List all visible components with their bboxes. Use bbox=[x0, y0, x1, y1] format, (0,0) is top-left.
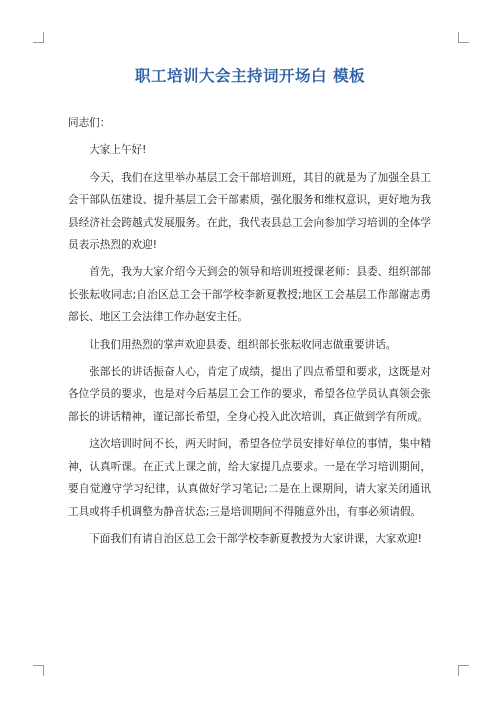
document-title: 职工培训大会主持词开场白 模板 bbox=[135, 67, 365, 85]
crop-mark-bottom-right bbox=[458, 665, 469, 676]
paragraph-greeting: 大家上午好! bbox=[89, 144, 147, 157]
paragraph-welcome: 今天，我们在这里举办基层工会干部培训班，其目的就是为了加强全县工会干部队伍建设、提升基层工会干部素质，强化服务和维权意识，更好地为我县经济社会跨越式发展服务。在此，我代表县总工会向参加学习培训的全体学员表示热烈的欢迎! bbox=[68, 171, 431, 252]
paragraph-invite-lecture: 下面我们有请自治区总工会干部学校李新夏教授为大家讲课，大家欢迎! bbox=[89, 532, 422, 545]
paragraph-speech-summary: 张部长的讲话振奋人心，肯定了成绩，提出了四点希望和要求，这既是对各位学员的要求，也是对今后基层工会工作的要求，希望各位学员认真领会张部长的讲话精神，谨记部长希望，全身心投入此次培训，真正做到学有所成。 bbox=[68, 366, 431, 423]
crop-mark-bottom-left bbox=[33, 665, 44, 676]
paragraph-invite-speech: 让我们用热烈的掌声欢迎县委、组织部长张耘收同志做重要讲话。 bbox=[89, 338, 397, 351]
document-body bbox=[68, 112, 431, 555]
salutation: 同志们： bbox=[68, 117, 111, 129]
paragraph-requirements: 这次培训时间不长，两天时间，希望各位学员安排好单位的事情，集中精神，认真听课。在正式上课之前，给大家提几点要求。一是在学习培训期间，要自觉遵守学习纪律，认真做好学习笔记;二是在上课期间，请大家关闭通讯工具或将手机调整为静音状态;三是培训期间不得随意外出，有事必须请假。 bbox=[68, 438, 431, 518]
paragraph-introductions: 首先，我为大家介绍今天到会的领导和培训班授课老师：县委、组织部部长张耘收同志;自治区总工会干部学校李新夏教授;地区工会基层工作部谢志勇部长、地区工会法律工作办赵安主任。 bbox=[68, 266, 431, 324]
crop-mark-top-left bbox=[33, 32, 44, 43]
crop-mark-top-right bbox=[458, 32, 469, 43]
